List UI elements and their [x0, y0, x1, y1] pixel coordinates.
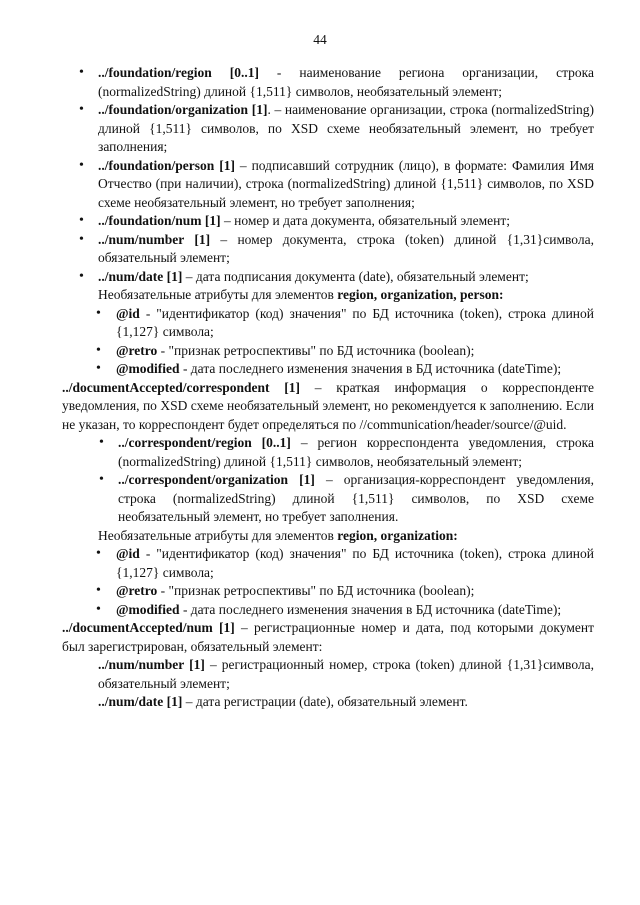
element-path: ../correspondent/region [0..1]	[118, 435, 291, 450]
element-description: – регион корреспондента уведомления, строка (normalizedString) длиной {1,511} символов, необязательный элемент;	[118, 435, 594, 469]
list-item	[62, 342, 594, 361]
element-description: – подписавший сотрудник (лицо), в формате: Фамилия Имя Отчество (при наличии), строка (normalizedString) длиной {1,511} символов, по XSD схеме необязательный элемент, но требует заполнения;	[98, 157, 594, 210]
element-description: - наименование региона организации, строка (normalizedString) длиной {1,511} символов, необязательный элемент;	[98, 65, 594, 99]
element-path: ../foundation/organization [1]	[98, 102, 268, 117]
attribute-description: - "идентификатор (код) значения" по БД источника (token), строка длиной {1,127} символа;	[116, 305, 594, 339]
element-description: – дата регистрации (date), обязательный элемент.	[182, 694, 468, 709]
attribute-name: @modified	[116, 361, 180, 376]
element-path: ../foundation/num [1]	[98, 213, 221, 228]
element-path: ../documentAccepted/correspondent [1]	[62, 379, 300, 395]
sub-item	[62, 693, 594, 712]
element-description: . – наименование организации, строка (normalizedString) длиной {1,511} символов, по XSD схеме необязательный элемент, но требует заполнения;	[98, 102, 595, 154]
element-path: ../num/number [1]	[98, 231, 211, 247]
paragraph	[62, 619, 594, 656]
element-path: ../foundation/person [1]	[98, 157, 235, 173]
attribute-name: @id	[116, 305, 140, 321]
list-item	[62, 64, 594, 101]
element-path: ../num/date [1]	[98, 694, 183, 709]
attribute-name: @modified	[116, 601, 180, 617]
element-description: – регистрационные номер и дата, под которыми документ был зарегистрирован, обязательный элемент:	[62, 620, 594, 654]
page-number: 44	[313, 32, 327, 47]
attribute-description: - дата последнего изменения значения в БД источника (dateTime);	[179, 601, 562, 617]
list-item	[62, 545, 594, 582]
element-description: – краткая информация о корреспонденте уведомления, по XSD схеме необязательный элемент, но рекомендуется к заполнению. Если не указан, то корреспондент будет определяться по //communication/header/source/@uid.	[62, 379, 595, 432]
element-description: – регистрационный номер, строка (token) длиной {1,31}символа, обязательный элемент;	[98, 657, 595, 691]
list-item	[62, 360, 594, 379]
attribute-description: - "признак ретроспективы" по БД источника (boolean);	[157, 342, 475, 358]
element-path: ../documentAccepted/num [1]	[62, 620, 235, 635]
element-path: ../correspondent/organization [1]	[118, 472, 315, 487]
list-item	[62, 471, 594, 527]
element-path: ../num/number [1]	[98, 657, 205, 672]
paragraph	[62, 379, 594, 435]
element-description: – организация-корреспондент уведомления, строка (normalizedString) длиной {1,511} символов, по XSD схеме необязательный элемент, но требует заполнения.	[118, 472, 594, 524]
element-description: – номер документа, строка (token) длиной {1,31}символа, обязательный элемент;	[98, 231, 594, 265]
list-item	[62, 212, 594, 231]
list-item	[62, 268, 594, 287]
list-item	[62, 101, 594, 157]
attribute-description: - дата последнего изменения значения в БД источника (dateTime);	[179, 361, 562, 376]
list-item	[62, 434, 594, 471]
list-item	[62, 157, 594, 213]
element-path: ../foundation/region [0..1]	[98, 65, 259, 80]
attribute-name: @retro	[116, 342, 158, 358]
element-path: ../num/date [1]	[98, 268, 183, 284]
element-description: – номер и дата документа, обязательный элемент;	[220, 213, 511, 228]
element-description: – дата подписания документа (date), обязательный элемент;	[182, 268, 529, 284]
list-item	[62, 601, 594, 620]
sub-item	[62, 656, 594, 693]
list-item	[62, 305, 594, 342]
document-body	[62, 64, 594, 712]
list-item	[62, 582, 594, 601]
attribute-name: @retro	[116, 583, 158, 598]
attribute-description: - "идентификатор (код) значения" по БД источника (token), строка длиной {1,127} символа;	[116, 546, 594, 580]
attribute-description: - "признак ретроспективы" по БД источника (boolean);	[157, 583, 475, 598]
attribute-name: @id	[116, 546, 140, 561]
attributes-heading: Необязательные атрибуты для элементов region, organization, person:	[98, 287, 504, 302]
attributes-heading: Необязательные атрибуты для элементов region, organization:	[98, 527, 458, 543]
list-item	[62, 231, 594, 268]
